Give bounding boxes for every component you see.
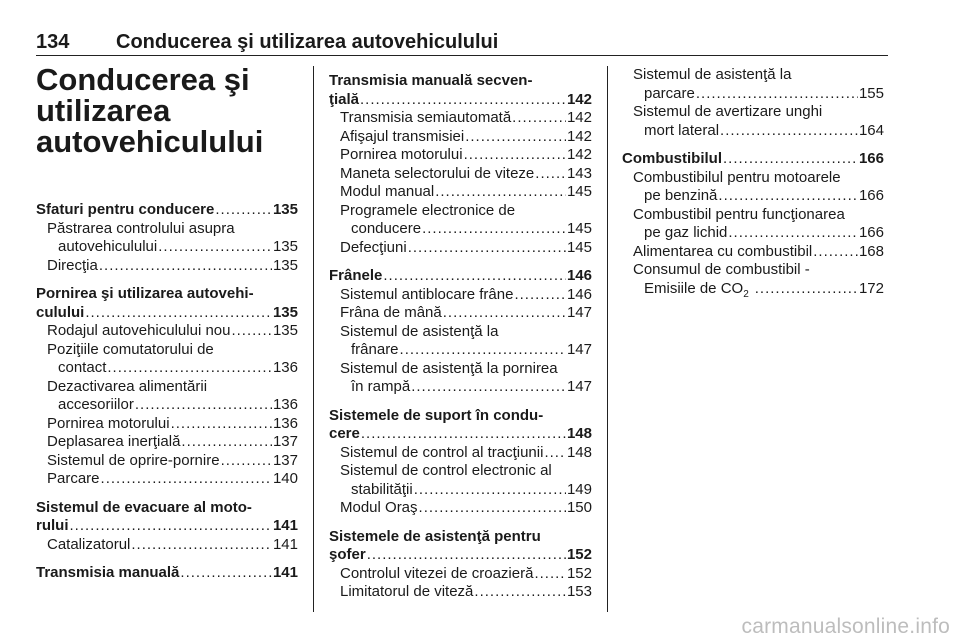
toc-section[interactable]: rului ..... 141 [36,517,298,536]
toc-entry[interactable]: Rodajul autovehiculului nou ..... 135 [36,322,298,341]
toc-section[interactable]: Sfaturi pentru conducere ..... 135 [36,201,298,220]
toc-entry[interactable]: accesoriilor ..... 136 [36,396,298,415]
toc-entry-line[interactable]: Sistemul de asistenţă la [633,66,792,83]
toc-entry[interactable]: Frâna de mână ..... 147 [329,304,592,323]
toc-section[interactable]: şofer ..... 152 [329,546,592,565]
toc-section-line[interactable]: Transmisia manuală secven- [329,72,533,89]
running-title: Conducerea şi utilizarea autovehiculului [116,31,499,53]
toc-entry-text: Emisiile de CO [644,279,744,297]
subscript: 2 [743,288,749,300]
toc-entry-line[interactable]: Sistemul de control electronic al [340,462,552,479]
toc-entry[interactable]: Modul Oraş ..... 150 [329,499,592,518]
toc-entry[interactable]: frânare ..... 147 [329,341,592,360]
toc-entry[interactable]: Sistemul de control al tracţiunii ..... 148 [329,444,592,463]
column-divider-2 [607,66,608,612]
chapter-title-line: utilizarea [36,93,171,128]
toc-entry[interactable]: autovehiculului ..... 135 [36,238,298,257]
toc-entry[interactable]: Modul manual ..... 145 [329,183,592,202]
toc-entry[interactable]: Defecţiuni ..... 145 [329,239,592,258]
toc-entry[interactable]: Sistemul de oprire-pornire ..... 137 [36,452,298,471]
toc-entry[interactable]: Afişajul transmisiei ..... 142 [329,128,592,147]
toc-section[interactable]: Frânele ..... 146 [329,267,592,286]
toc-entry[interactable]: Maneta selectorului de viteze ..... 143 [329,165,592,184]
toc-entry-line[interactable]: Combustibilul pentru motoarele [633,168,841,186]
page-number: 134 [36,31,70,53]
toc-entry[interactable]: Deplasarea inerţială ..... 137 [36,433,298,452]
toc-section-line[interactable]: Sistemele de asistenţă pentru [329,527,541,545]
toc-entry[interactable]: Emisiile de $CO_2$ ..... 172 [622,280,884,305]
toc-entry-line[interactable]: Sistemul de asistenţă la [340,322,499,340]
toc-entry[interactable]: mort lateral ..... 164 [622,122,884,141]
watermark: carmanualsonline.info [741,615,950,638]
toc-section[interactable]: Transmisia manuală ..... 141 [36,564,298,583]
toc-entry-line[interactable]: Poziţiile comutatorului de [47,340,214,358]
toc-entry[interactable]: pe gaz lichid ..... 166 [622,224,884,243]
toc-entry[interactable]: Controlul vitezei de croazieră ..... 152 [329,565,592,584]
toc-entry[interactable]: parcare ..... 155 [622,85,884,104]
toc-column-1 [36,201,298,583]
page-header [36,31,886,57]
toc-entry[interactable]: stabilităţii ..... 149 [329,481,592,500]
toc-entry[interactable]: Pornirea motorului ..... 142 [329,146,592,165]
toc-entry[interactable]: în rampă ..... 147 [329,378,592,397]
chapter-title [36,64,296,157]
toc-entry[interactable]: Direcţia ..... 135 [36,257,298,276]
toc-entry[interactable]: Alimentarea cu combustibil ..... 168 [622,243,884,262]
toc-entry-line[interactable]: Consumul de combustibil - [633,261,810,278]
toc-entry[interactable]: Catalizatorul ..... 141 [36,536,298,555]
toc-entry[interactable]: conducere ..... 145 [329,220,592,239]
toc-section[interactable]: culului ..... 135 [36,304,298,323]
toc-entry[interactable]: Parcare ..... 140 [36,470,298,489]
toc-section[interactable]: cere ..... 148 [329,425,592,444]
toc-entry-line[interactable]: Sistemul de avertizare unghi [633,103,823,120]
toc-entry[interactable]: pe benzină ..... 166 [622,187,884,206]
header-rule [36,55,888,56]
toc-entry-line[interactable]: Combustibil pentru funcţionarea [633,205,845,223]
toc-entry[interactable]: Limitatorul de viteză ..... 153 [329,583,592,602]
toc-entry-line[interactable]: Programele electronice de [340,201,516,219]
toc-column-3 [622,66,884,304]
toc-column-2 [329,72,592,602]
toc-entry[interactable]: Pornirea motorului ..... 136 [36,415,298,434]
column-divider-1 [313,66,314,612]
toc-entry-line[interactable]: Păstrarea controlului asupra [47,219,235,237]
toc-section-line[interactable]: Sistemul de evacuare al moto- [36,498,252,516]
toc-entry-line[interactable]: Sistemul de asistenţă la pornirea [340,359,558,377]
toc-section[interactable]: ţială ..... 142 [329,91,592,110]
toc-entry[interactable]: Transmisia semiautomată ..... 142 [329,109,592,128]
toc-entry[interactable]: contact ..... 136 [36,359,298,378]
chapter-title-line: Conducerea şi [36,62,250,97]
toc-section-line[interactable]: Sistemele de suport în condu- [329,406,544,424]
toc-entry-line[interactable]: Dezactivarea alimentării [47,377,208,395]
chapter-title-line: autovehiculului [36,124,264,159]
toc-entry[interactable]: Sistemul antiblocare frâne ..... 146 [329,286,592,305]
toc-section-line[interactable]: Pornirea şi utilizarea autovehi- [36,285,254,302]
toc-section[interactable]: Combustibilul ..... 166 [622,150,884,169]
